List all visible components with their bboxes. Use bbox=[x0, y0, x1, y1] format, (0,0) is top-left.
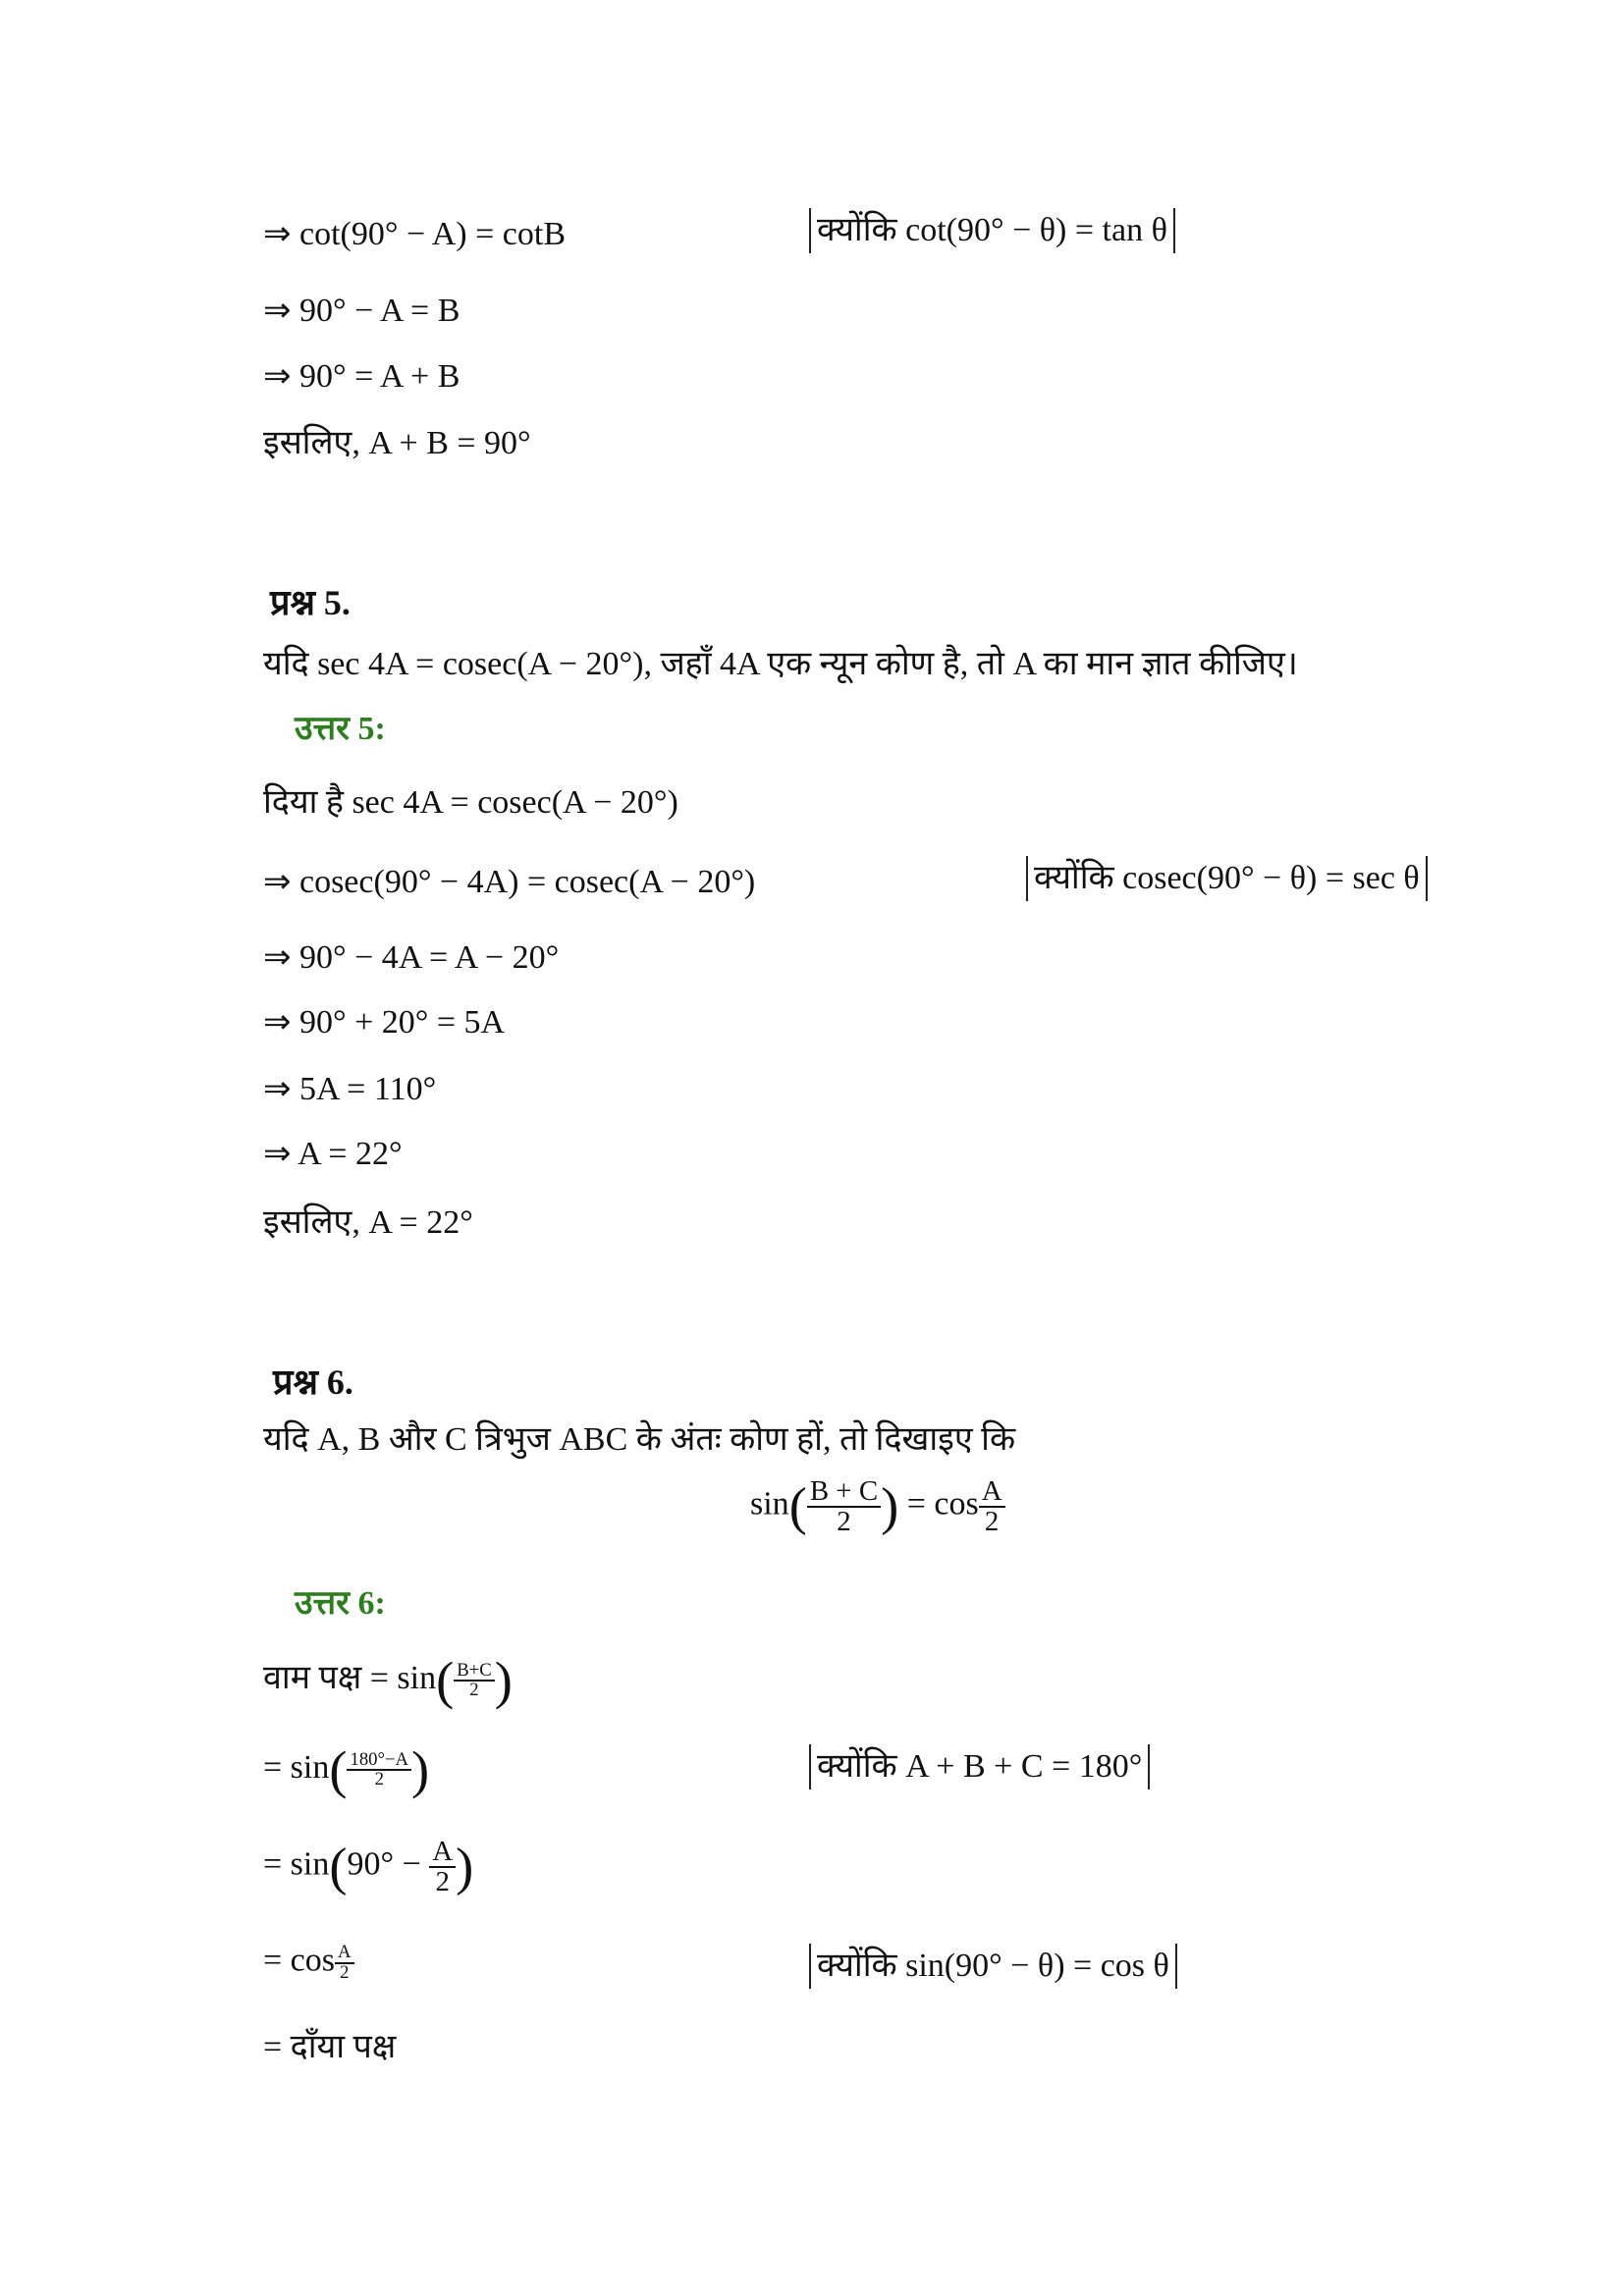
denominator: 2 bbox=[435, 1865, 450, 1897]
reason-note: क्योंकि sin(90° − θ) = cos θ bbox=[809, 1944, 1177, 1989]
step-text: = cos bbox=[263, 1942, 335, 1979]
step-line: = sin( $\frac{180^\circ-A}{2}$ ) bbox=[263, 1740, 430, 1799]
denominator: 2 bbox=[374, 1769, 384, 1790]
step-text: वाम पक्ष = sin bbox=[263, 1660, 437, 1696]
numerator: B + C bbox=[807, 1477, 881, 1508]
step-line: ⇒ 90° − 4A = A − 20° bbox=[263, 939, 560, 976]
denominator: 2 bbox=[469, 1680, 479, 1701]
step-line: = दाँया पक्ष bbox=[263, 2029, 397, 2065]
reason-note: क्योंकि cosec(90° − θ) = sec θ bbox=[1026, 856, 1428, 901]
answer-6-heading: उत्तर 6: bbox=[295, 1585, 386, 1622]
numerator: A bbox=[979, 1477, 1005, 1508]
sin-text: sin bbox=[750, 1485, 789, 1522]
step-line: इसलिए, A + B = 90° bbox=[263, 425, 531, 461]
display-equation: sin( $\frac{B + C}{2}$ ) = cos $\frac{A}{2}$ bbox=[750, 1477, 1005, 1536]
step-line: ⇒ cot(90° − A) = cotB bbox=[263, 216, 567, 252]
step-line: ⇒ A = 22° bbox=[263, 1136, 403, 1172]
reason-note: क्योंकि cot(90° − θ) = tan θ bbox=[809, 208, 1175, 253]
numerator: A bbox=[335, 1944, 354, 1964]
denominator: 2 bbox=[984, 1505, 1000, 1537]
question-6-heading: प्रश्न 6. bbox=[273, 1362, 353, 1402]
step-text: 90° − bbox=[347, 1845, 421, 1883]
question-5-text: यदि sec 4A = cosec(A − 20°), जहाँ 4A एक न्यून कोण है, तो A का मान ज्ञात कीजिए। bbox=[263, 646, 1298, 682]
numerator: B+C bbox=[454, 1662, 494, 1682]
denominator: 2 bbox=[340, 1961, 350, 1983]
step-line: ⇒ 90° = A + B bbox=[263, 358, 460, 395]
step-line: वाम पक्ष = sin( $\frac{B+C}{2}$ ) bbox=[263, 1651, 513, 1710]
step-line: दिया है sec 4A = cosec(A − 20°) bbox=[263, 784, 678, 821]
step-line: ⇒ 90° + 20° = 5A bbox=[263, 1004, 506, 1041]
step-text: = sin bbox=[263, 1749, 330, 1786]
step-line: इसलिए, A = 22° bbox=[263, 1204, 473, 1241]
step-line: ⇒ 90° − A = B bbox=[263, 293, 460, 329]
cos-text: = cos bbox=[906, 1485, 979, 1522]
numerator: 180°−A bbox=[347, 1751, 411, 1772]
numerator: A bbox=[429, 1838, 456, 1868]
step-line: ⇒ 5A = 110° bbox=[263, 1071, 437, 1107]
question-5-heading: प्रश्न 5. bbox=[270, 583, 351, 622]
reason-note: क्योंकि A + B + C = 180° bbox=[809, 1744, 1150, 1789]
question-6-text: यदि A, B और C त्रिभुज ABC के अंतः कोण हों, तो दिखाइए कि bbox=[263, 1421, 1016, 1458]
step-line: = sin(90° − $\frac{A}{2}$ ) bbox=[263, 1836, 474, 1897]
step-line bbox=[263, 1944, 354, 1982]
step-text: = sin bbox=[263, 1845, 330, 1883]
denominator: 2 bbox=[837, 1505, 851, 1537]
answer-5-heading: उत्तर 5: bbox=[295, 711, 386, 747]
step-line: ⇒ cosec(90° − 4A) = cosec(A − 20°) bbox=[263, 864, 756, 900]
